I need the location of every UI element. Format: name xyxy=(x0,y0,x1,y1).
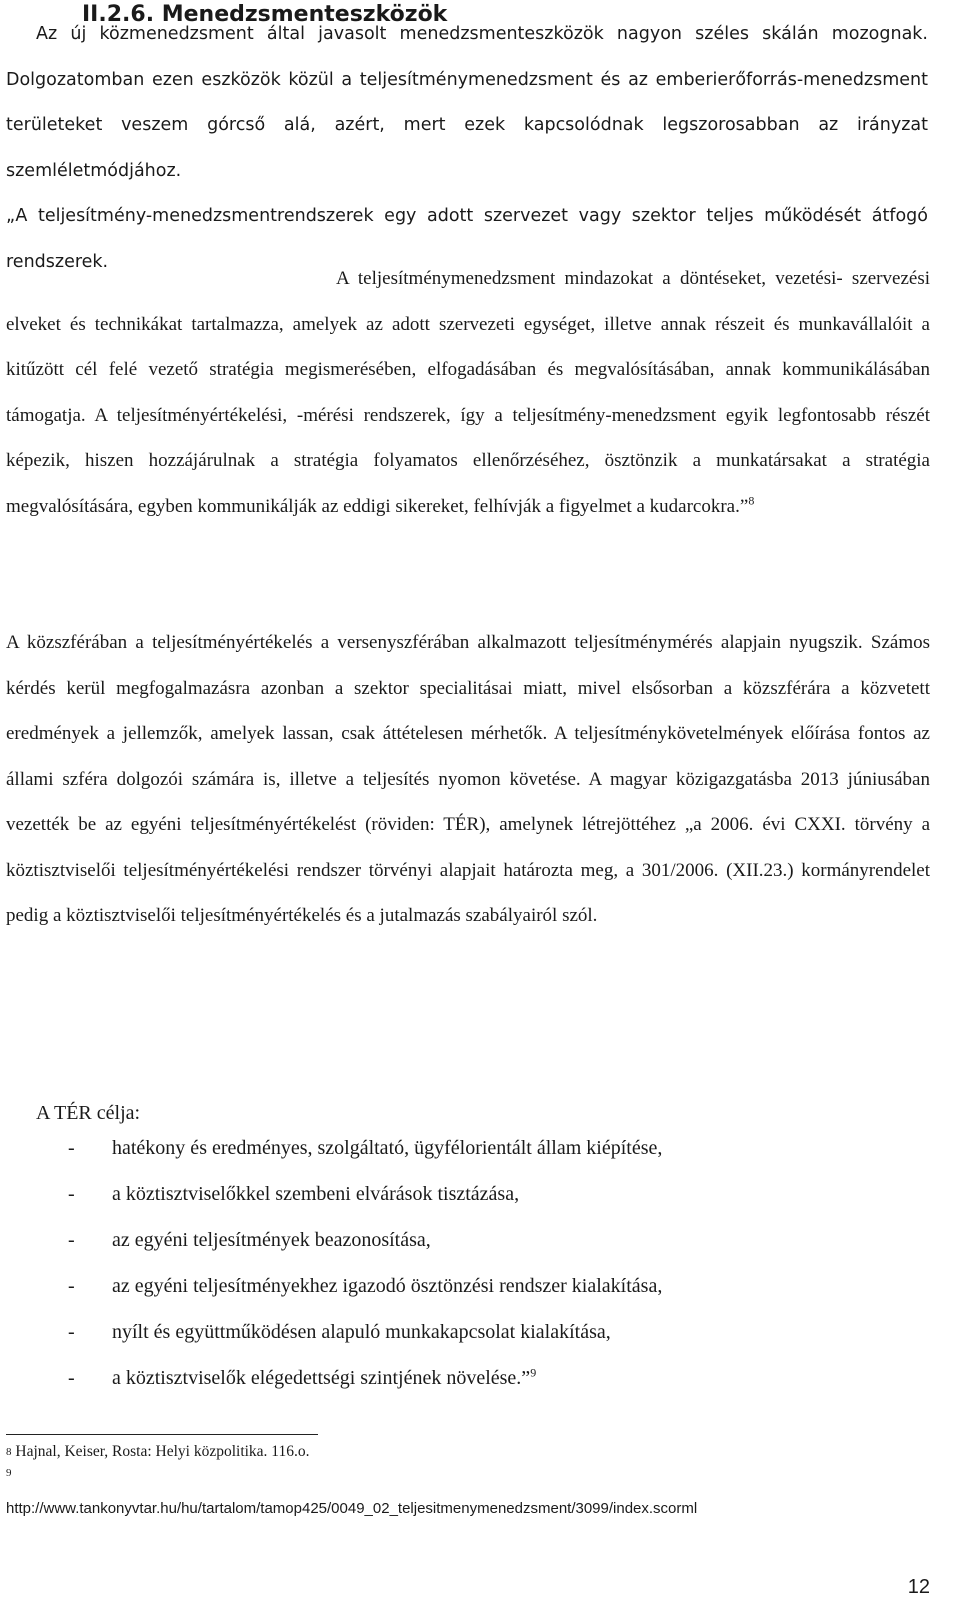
list-item xyxy=(60,1263,662,1309)
footnote-ref-9: 9 xyxy=(530,1365,537,1380)
list-item xyxy=(60,1217,662,1263)
list-item-text: az egyéni teljesítményekhez igazodó ösztönzési rendszer kialakítása, xyxy=(112,1275,663,1297)
list-item xyxy=(60,1171,662,1217)
intro-block xyxy=(6,12,928,285)
list-dash: - xyxy=(68,1137,75,1159)
list-item-text: a köztisztviselők elégedettségi szintjének növelése.” xyxy=(112,1367,531,1389)
quote-continuation xyxy=(6,256,930,529)
list-dash: - xyxy=(68,1229,75,1251)
list-item-text: nyílt és együttműködésen alapuló munkakapcsolat kialakítása, xyxy=(112,1321,611,1343)
footnote-8 xyxy=(6,1442,936,1462)
list-item xyxy=(60,1309,662,1355)
list-dash: - xyxy=(68,1275,75,1297)
list-dash: - xyxy=(68,1183,75,1205)
footnote-number: 8 xyxy=(6,1446,12,1458)
list-item-text: az egyéni teljesítmények beazonosítása, xyxy=(112,1229,431,1251)
footnote-ref-8: 8 xyxy=(748,493,755,508)
footnote-text: Hajnal, Keiser, Rosta: Helyi közpolitika. 116.o. xyxy=(15,1443,310,1460)
list-item-text: hatékony és eredményes, szolgáltató, ügyfélorientált állam kiépítése, xyxy=(112,1137,663,1159)
ter-paragraph: A közszférában a teljesítményértékelés a versenyszférában alkalmazott teljesítménymérés alapjain nyugszik. Számos kérdés kerül megfogalmazásra azonban a szektor specialitásai miatt, mivel elsősorban a közszférára a közvetett eredmények a jellemzők, amelyek lassan, csak áttételesen mérhetők. A teljesítménykövetelmények előírása fontos az állami szféra dolgozói számára is, illetve a teljesítés nyomon követése. A magyar közigazgatásba 2013 júniusában vezették be az egyéni teljesítményértékelést (röviden: TÉR), amelynek létrejöttéhez „a 2006. évi CXXI. törvény a köztisztviselői teljesítményértékelési rendszer törvényi alapjait határozta meg, a 301/2006. (XII.23.) kormányrendelet pedig a köztisztviselői teljesítményértékelés és a jutalmazás szabályairól szól. xyxy=(6,632,930,926)
list-item xyxy=(60,1125,662,1171)
section-heading: II.2.6. Menedzsmenteszközök xyxy=(82,2,448,27)
list-dash: - xyxy=(68,1367,75,1389)
footnote-9-url xyxy=(6,1500,936,1518)
footnote-number: 9 xyxy=(6,1467,12,1479)
page-number: 12 xyxy=(907,1576,930,1598)
list-item xyxy=(60,1355,662,1401)
footnote-9 xyxy=(6,1464,936,1482)
list-dash: - xyxy=(68,1321,75,1343)
footnote-link: http://www.tankonyvtar.hu/hu/tartalom/tamop425/0049_02_teljesitmenymenedzsment/3099/index.scorml xyxy=(6,1500,698,1517)
goal-title: A TÉR célja: xyxy=(36,1102,141,1124)
quote-serif-paragraph xyxy=(6,256,930,529)
footnote-divider xyxy=(6,1434,318,1435)
footnotes xyxy=(6,1442,936,1518)
quote-sans-text: „A teljesítmény-menedzsmentrendszerek egy adott szervezet vagy szektor teljes működését átfogó rendszerek. xyxy=(6,206,928,272)
quote-serif-text: A teljesítménymenedzsment mindazokat a döntéseket, vezetési- szervezési elveket és technikákat tartalmazza, amelyek az adott szervezeti egységet, illetve annak részeit és munkavállalóit a kitűzött cél felé vezető stratégia megismerésében, elfogadásában és megvalósításában, annak kommunikálásában támogatja. A teljesítményértékelési, -mérési rendszerek, így a teljesítmény-menedzsment egyik legfontosabb részét képezik, hiszen hozzájárulnak a stratégia folyamatos ellenőrzéséhez, ösztönzik a munkatársakat a stratégia megvalósítására, egyben kommunikálják az eddigi sikereket, felhívják a figyelmet a kudarcokra.” xyxy=(6,268,930,517)
intro-paragraph: Az új közmenedzsment által javasolt menedzsmenteszközök nagyon széles skálán mozognak. Dolgozatomban ezen eszközök közül a teljesítménymenedzsment és az emberierőforrás-menedzsment területeket veszem górcső alá, azért, mert ezek kapcsolódnak legszorosabban az irányzat szemléletmódjához. xyxy=(6,24,928,181)
goal-list xyxy=(60,1125,662,1401)
ter-block xyxy=(6,620,930,939)
list-item-text: a köztisztviselőkkel szembeni elvárások tisztázása, xyxy=(112,1183,520,1205)
